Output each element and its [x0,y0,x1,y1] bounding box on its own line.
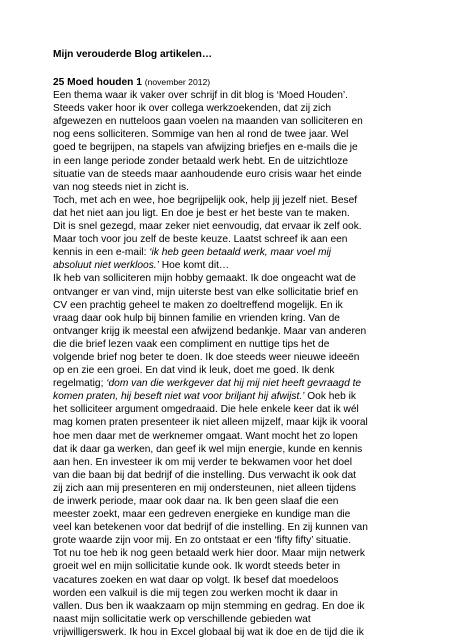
body-line [53,181,423,194]
document-page [53,48,423,639]
text-run: Steeds vaker hoor ik over collega werkzoekenden, dat zij zich [53,103,332,115]
body-line [53,259,423,272]
text-run: Toch, met ach en wee, hoe begrijpelijk ook, help jij jezelf niet. Besef [53,194,358,206]
body-line [53,168,423,181]
body-line [53,312,423,325]
text-run: in een lange periode zonder betaald werk hebt. En de uitzichtloze [53,155,349,167]
body-line [53,377,423,390]
body-line [53,547,423,560]
body-line [53,272,423,285]
body-line [53,508,423,521]
text-run: vallen. Dus ben ik waakzaam op mijn stemming en gedrag. En doe ik [53,600,365,612]
body-line [53,521,423,534]
body-line [53,115,423,128]
text-run: naast mijn sollicitatie werk op verschillende gebieden wat [53,613,311,625]
body-line [53,443,423,456]
text-run: op en zie een groei. En dat vind ik leuk, doet me goed. Ik denk [53,365,335,377]
text-run: worden een valkuil is die mij tegen zou werken mocht ik daar in [53,587,338,599]
text-run: dat het niet aan jou ligt. En doe je best er het beste van te maken. [53,207,350,219]
text-run: vrijwilligerswerk. Ik hou in Excel globaal bij wat ik doe en de tijd die ik [53,626,364,638]
italic-quote: komen praten, hij beseft niet wat voor briljant hij afwijst.’ [53,391,305,403]
body-line [53,128,423,141]
body-line [53,155,423,168]
body-line [53,469,423,482]
text-run: die die brief lezen vaak een compliment en nuttige tips het de [53,338,330,350]
body-line [53,299,423,312]
text-run: CV een prachtig geheel te maken zo doeltreffend mogelijk. En ik [53,299,343,311]
body-line [53,220,423,233]
body-line [53,403,423,416]
text-run: kennis in een e-mail: [53,247,150,259]
text-run: ontvanger er van vind, mijn uiterste best van elke sollicitatie brief en [53,286,359,298]
body-line [53,338,423,351]
text-run: Tot nu toe heb ik nog geen betaald werk hier door. Maar mijn netwerk [53,548,366,560]
text-run: de inwerk periode, maar ook daar na. Ik ben geen slaaf die een [53,496,339,507]
text-run: meester zoekt, maar een gedreven energieke en kundige man die [53,509,351,521]
body-line [53,495,423,508]
body-line [53,534,423,547]
text-run: ontvanger krijg ik meestal een afwijzend bedankje. Maar van anderen [53,325,367,337]
text-run: vraag daar ook hulp bij binnen familie en vrienden kring. Van de [53,312,340,324]
text-run: van die baan bij dat bedrijf of die instelling. Dus verwacht ik ook dat [53,469,356,481]
body-line [53,141,423,154]
body-line [53,416,423,429]
text-run: zij zich aan mij presenteren en mij ondersteunen, niet alleen tijdens [53,482,356,494]
body-line [53,286,423,299]
body-line [53,207,423,220]
document-title: Mijn verouderde Blog artikelen… [53,49,213,60]
body-line [53,351,423,364]
text-run: Een thema waar ik vaker over schrijf in dit blog is ‘Moed Houden’. [53,90,349,102]
body-line [53,233,423,246]
body-line [53,364,423,377]
text-run: het solliciteer argument omgedraaid. Die hele enkele keer dat ik wél [53,404,359,416]
text-run: mag komen praten presenteer ik niet alleen mijzelf, maar kijk ik vooral [53,417,368,429]
body-line [53,456,423,469]
text-run: grote waarde zijn voor mij. En zo ontstaat er een ‘fifty fifty’ situatie. [53,535,352,547]
body-line [53,390,423,403]
italic-quote: ‘ik heb geen betaald werk, maar voel mij [149,247,332,259]
text-run: hoe men daar met de werknemer omgaat. Want mocht het zo lopen [53,430,358,442]
text-run: dat ik daar ga werken, dan geef ik wel mijn energie, kunde en kennis [53,443,363,455]
body-line [53,560,423,573]
body-line [53,325,423,338]
post-body [53,89,423,639]
text-run: Ook heb ik [304,391,356,403]
body-line [53,613,423,626]
text-run: afgewezen en nutteloos gaan voelen na maanden van solliciteren en [53,116,363,128]
body-line [53,626,423,639]
body-line [53,102,423,115]
body-line [53,482,423,495]
post-heading: 25 Moed houden 1 [53,77,142,88]
text-run: goed te begrijpen, na stapels van afwijzing briefjes en e-mails die je [53,142,358,154]
text-run: volgende brief nog beter te doen. Ik doe steeds weer nieuwe ideeën [53,351,360,363]
text-run: nog eens solliciteren. Sommige van hen al rond de twee jaar. Wel [53,129,349,141]
body-line [53,430,423,443]
body-line [53,194,423,207]
text-run: groeit wel en mijn sollicitatie kunde ook. Ik wordt steeds beter in [53,561,341,573]
text-run: situatie van de steeds maar aanhoudende euro crisis waar het einde [53,168,362,180]
text-run: vacatures zoeken en wat daar op volgt. Ik besef dat moedeloos [53,574,339,586]
text-run: veel kan betekenen voor dat bedrijf of die instelling. En zij kunnen van [53,522,368,534]
text-run: van nog steeds niet in zicht is. [53,181,189,193]
text-run: Dit is snel gezegd, maar zeker niet eenvoudig, dat ervaar ik zelf ook. [53,221,362,233]
text-run: Maar toch voor jou zelf de beste keuze. Laatst schreef ik aan een [53,234,348,246]
body-line [53,246,423,259]
body-line [53,587,423,600]
post-heading-line [53,76,423,89]
post-date: (november 2012) [144,77,211,87]
italic-quote: ‘dom van die werkgever dat hij mij niet heeft gevraagd te [106,378,362,390]
body-line [53,574,423,587]
body-line [53,89,423,102]
body-line [53,600,423,613]
text-run: Hoe komt dit… [158,260,230,272]
text-run: aan hen. En investeer ik om mij verder te bekwamen voor het doel [53,456,352,468]
italic-quote: absoluut niet werkloos.’ [53,260,159,272]
text-run: Ik heb van solliciteren mijn hobby gemaakt. Ik doe ongeacht wat de [53,273,356,285]
text-run: regelmatig; [53,378,107,390]
